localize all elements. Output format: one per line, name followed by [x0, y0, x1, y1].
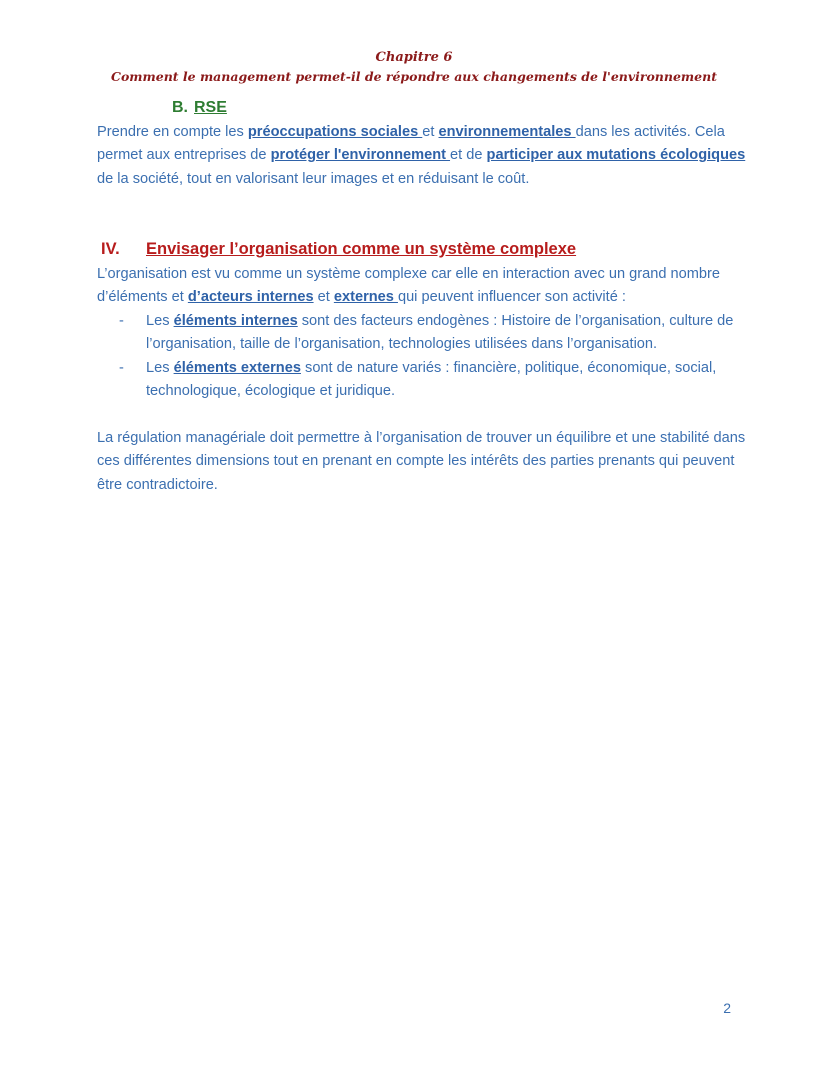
text-run: de la société, tout en valorisant leur images et en réduisant le coût. — [97, 170, 530, 187]
text-run: et de — [450, 147, 487, 164]
text-run: Les — [146, 359, 174, 376]
keyword-elements-internes: éléments internes — [173, 313, 298, 329]
section-b-heading — [172, 99, 227, 117]
text-run: sont des facteurs endogènes : Histoire de l’organisation, culture de l’organisation, taille de l’organisation, technologies utilisées dans l’organisation. — [146, 313, 734, 353]
section-iv-title: Envisager l’organisation comme un système complexe — [146, 240, 577, 258]
bullet-list — [97, 310, 747, 404]
text-run: et — [313, 289, 334, 306]
keyword-acteurs-internes: d’acteurs internes — [187, 289, 314, 306]
text-run: Les — [146, 313, 174, 329]
text-run: et — [422, 124, 439, 140]
page-number: 2 — [723, 1000, 731, 1016]
section-b-title: RSE — [194, 99, 227, 116]
keyword-proteger-environnement: protéger l'environnement — [270, 147, 451, 164]
keyword-mutations-ecologiques: participer aux mutations écologiques — [486, 147, 746, 164]
list-item — [97, 357, 747, 404]
section-iv-heading — [101, 240, 576, 259]
keyword-preoccupations-sociales: préoccupations sociales — [247, 124, 423, 140]
text-run: Prendre en compte les — [97, 124, 248, 140]
bullet-dash: - — [119, 313, 124, 329]
section-b-paragraph — [97, 121, 747, 191]
keyword-elements-externes: éléments externes — [173, 359, 301, 376]
section-b-letter: B. — [172, 99, 188, 116]
chapter-subtitle: Comment le management permet-il de répondre aux changements de l'environnement — [111, 69, 717, 84]
bullet-dash: - — [119, 359, 124, 376]
keyword-externes: externes — [333, 289, 398, 306]
text-run: qui peuvent influencer son activité : — [397, 289, 626, 306]
text-run: dans les activités. Cela permet aux entreprises de — [97, 124, 725, 164]
text-run: sont de nature variés : financière, politique, économique, social, technologique, écologique et juridique. — [146, 359, 717, 400]
section-iv-conclusion: La régulation managériale doit permettre à l’organisation de trouver un équilibre et une stabilité dans ces différentes dimensions tout en prenant en compte les intérêts des parties prenants qui peuvent être contradictoire. — [97, 430, 746, 493]
text-run: L’organisation est vu comme un système complexe car elle en interaction avec un grand nombre d’éléments et — [97, 266, 720, 306]
section-iv-intro — [97, 263, 747, 310]
section-iv-number: IV. — [101, 240, 120, 258]
list-item — [97, 310, 747, 357]
chapter-title: Chapitre 6 — [375, 50, 453, 65]
keyword-environnementales: environnementales — [438, 124, 576, 140]
